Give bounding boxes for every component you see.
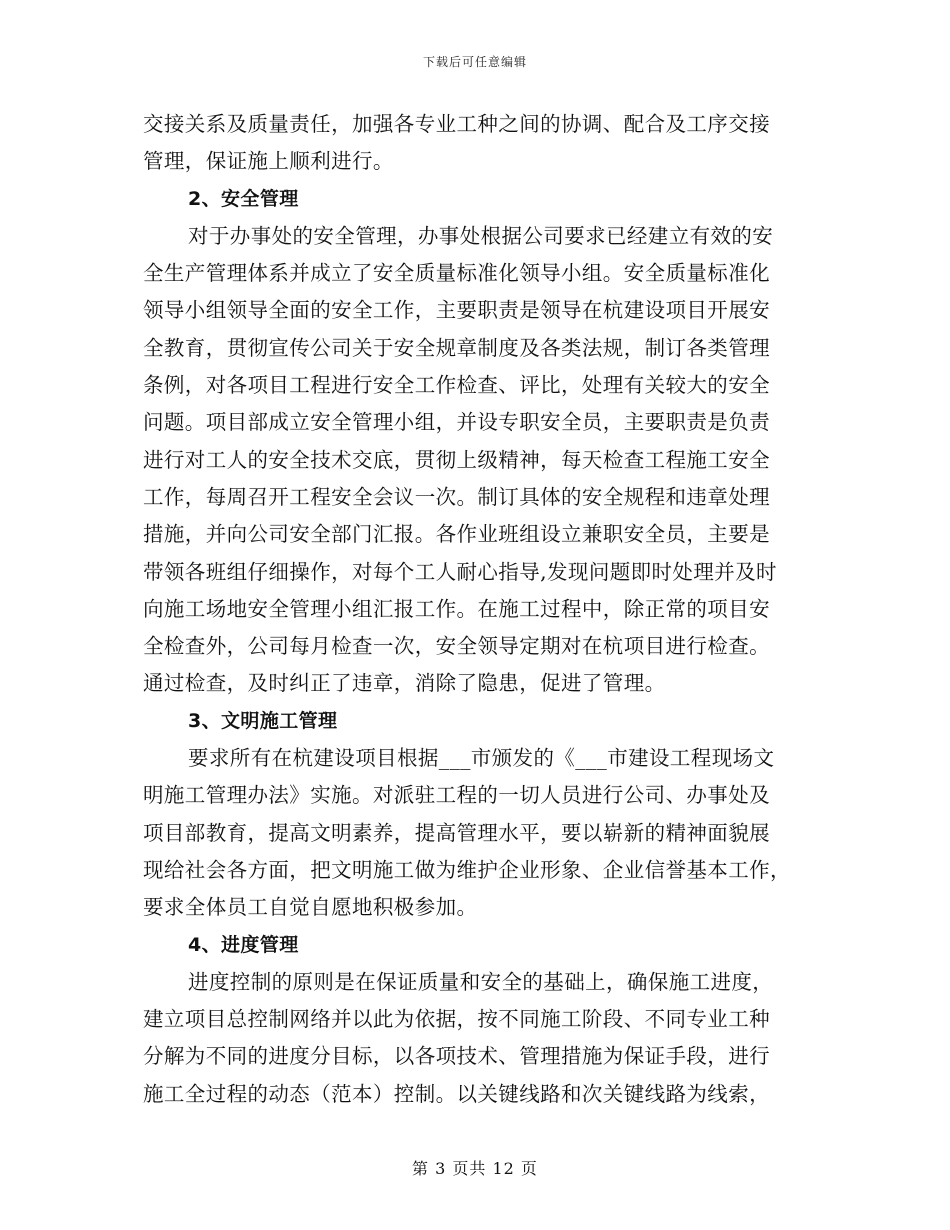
section-heading: 3、文明施工管理 <box>188 709 338 732</box>
section-heading: 4、进度管理 <box>188 933 299 956</box>
body-line: 进行对工人的安全技术交底，贯彻上级精神，每天检查工程施工安全 <box>143 447 770 472</box>
page-footer: 第 3 页共 12 页 <box>412 1159 538 1178</box>
body-line: 问题。项目部成立安全管理小组，并设专职安全员，主要职责是负责 <box>143 410 770 435</box>
body-line: 带领各班组仔细操作，对每个工人耐心指导,发现问题即时处理并及时 <box>143 559 777 584</box>
body-line: 建立项目总控制网络并以此为依据，按不同施工阶段、不同专业工种 <box>143 1007 770 1032</box>
section-heading: 2、安全管理 <box>188 187 299 210</box>
body-line: 要求全体员工自觉自愿地积极参加。 <box>143 895 478 920</box>
body-line: 全检查外，公司每月检查一次，安全领导定期对在杭项目进行检查。 <box>143 634 770 659</box>
body-line: 全生产管理体系并成立了安全质量标准化领导小组。安全质量标准化 <box>143 261 770 286</box>
body-line: 交接关系及质量责任，加强各专业工种之间的协调、配合及工序交接 <box>143 112 770 136</box>
body-line: 施工全过程的动态（范本）控制。以关键线路和次关键线路为线索， <box>143 1081 770 1106</box>
body-line: 通过检查，及时纠正了违章，消除了隐患，促进了管理。 <box>143 671 666 696</box>
paragraph-first-line: 进度控制的原则是在保证质量和安全的基础上，确保施工进度， <box>188 969 774 994</box>
paragraph-first-line: 对于办事处的安全管理，办事处根据公司要求已经建立有效的安 <box>188 223 774 248</box>
body-line: 领导小组领导全面的安全工作，主要职责是领导在杭建设项目开展安 <box>143 298 770 323</box>
body-line: 项目部教育，提高文明素养，提高管理水平，要以崭新的精神面貌展 <box>143 820 770 845</box>
body-line: 明施工管理办法》实施。对派驻工程的一切人员进行公司、办事处及 <box>143 783 770 808</box>
body-line: 措施，并向公司安全部门汇报。各作业班组设立兼职安全员，主要是 <box>143 522 770 547</box>
body-line: 条例，对各项目工程进行安全工作检查、评比，处理有关较大的安全 <box>143 373 770 398</box>
body-line: 工作，每周召开工程安全会议一次。制订具体的安全规程和违章处理 <box>143 484 770 509</box>
body-line: 分解为不同的进度分目标，以各项技术、管理措施为保证手段，进行 <box>143 1044 770 1069</box>
body-line: 现给社会各方面，把文明施工做为维护企业形象、企业信誉基本工作， <box>143 857 791 882</box>
body-line: 全教育，贯彻宣传公司关于安全规章制度及各类法规，制订各类管理 <box>143 335 770 360</box>
header-note: 下载后可任意编辑 <box>422 55 527 69</box>
body-line: 管理，保证施上顺利进行。 <box>143 149 394 174</box>
body-line: 向施工场地安全管理小组汇报工作。在施工过程中，除正常的项目安 <box>143 596 770 621</box>
document-body <box>143 106 815 1113</box>
paragraph-first-line: 要求所有在杭建设项目根据___市颁发的《___市建设工程现场文 <box>188 746 775 771</box>
